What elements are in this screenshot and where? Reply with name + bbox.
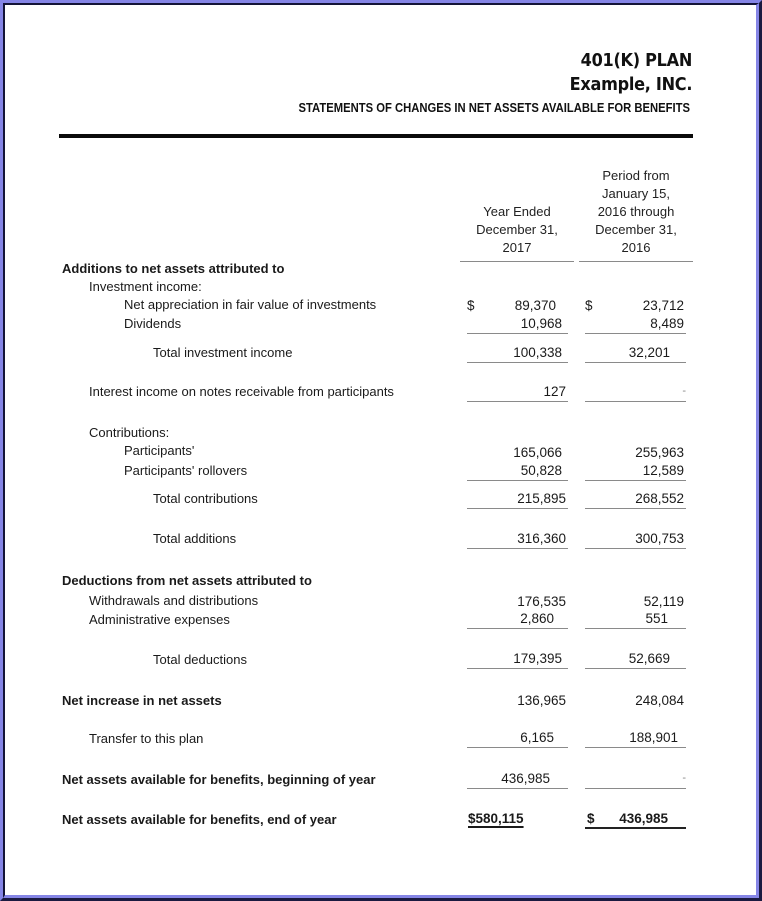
cell-participants-2017 (467, 444, 568, 463)
cell-beginning-of-year-2016 (585, 770, 686, 789)
column-header-line: January 15, (602, 186, 670, 201)
statement-subtitle: STATEMENTS OF CHANGES IN NET ASSETS AVAILABLE FOR BENEFITS (298, 101, 690, 115)
row-label-end-of-year: Net assets available for benefits, end of year (62, 812, 337, 827)
cell-interest-income-2017 (467, 383, 568, 402)
column-header-line: Year Ended (483, 204, 551, 219)
cell-total-additions-2017 (467, 530, 568, 549)
row-label-transfer: Transfer to this plan (89, 731, 204, 746)
row-label-admin-expenses: Administrative expenses (89, 612, 230, 627)
row-label-total-additions: Total additions (153, 531, 237, 546)
row-label-participants-rollovers: Participants' rollovers (124, 463, 248, 478)
cell-participants-rollovers-2017 (467, 462, 568, 481)
value: $580,115 (468, 811, 524, 826)
cell-beginning-of-year-2017 (467, 770, 568, 789)
column-header-line: 2016 through (597, 204, 675, 219)
cell-dividends-2016 (585, 315, 686, 334)
value: 436,985 (619, 811, 668, 826)
column-header-2017 (460, 203, 574, 262)
value: 436,985 (501, 771, 550, 786)
row-label-total-investment-income: Total investment income (153, 345, 293, 360)
cell-transfer-2016 (585, 729, 686, 748)
additions-heading: Additions to net assets attributed to (62, 261, 285, 276)
value: 10,968 (520, 316, 562, 331)
value: - (682, 772, 686, 784)
value: 255,963 (635, 445, 684, 460)
column-header-line: Period from (602, 168, 670, 183)
cell-total-deductions-2017 (467, 650, 568, 669)
column-header-2016 (579, 167, 693, 262)
cell-net-increase-2017 (467, 692, 568, 711)
value: 268,552 (635, 491, 684, 506)
cell-admin-expenses-2016 (585, 610, 686, 629)
deductions-heading: Deductions from net assets attributed to (62, 573, 312, 588)
value: 23,712 (642, 298, 684, 313)
cell-total-deductions-2016 (585, 650, 686, 669)
contributions-heading: Contributions: (89, 425, 170, 440)
value: 316,360 (517, 531, 566, 546)
value: 6,165 (520, 730, 554, 745)
cell-interest-income-2016 (585, 383, 686, 402)
cell-end-of-year-2017 (467, 810, 568, 829)
row-label-total-deductions: Total deductions (153, 652, 247, 667)
cell-participants-rollovers-2016 (585, 462, 686, 481)
cell-total-contributions-2017 (467, 490, 568, 509)
value: 176,535 (517, 594, 566, 609)
value: 188,901 (629, 730, 678, 745)
column-header-line: 2016 (621, 240, 651, 255)
cell-end-of-year-2016 (585, 810, 686, 829)
value: 136,965 (517, 693, 566, 708)
cell-total-investment-income-2017 (467, 344, 568, 363)
column-header-line: 2017 (502, 240, 532, 255)
value: 127 (543, 384, 566, 399)
row-label-dividends: Dividends (124, 316, 182, 331)
value: 50,828 (520, 463, 562, 478)
value: 12,589 (642, 463, 684, 478)
row-label-participants: Participants' (124, 443, 195, 458)
value: 2,860 (520, 611, 554, 626)
cell-net-appreciation-2016 (585, 297, 686, 316)
company-name: Example, INC. (569, 75, 692, 95)
cell-net-increase-2016 (585, 692, 686, 711)
value: 52,669 (628, 651, 670, 666)
value: 551 (645, 611, 668, 626)
value: - (682, 385, 686, 397)
cell-total-contributions-2016 (585, 490, 686, 509)
column-header-line: December 31, (595, 222, 677, 237)
value: 248,084 (635, 693, 684, 708)
value: 89,370 (514, 298, 556, 313)
row-label-total-contributions: Total contributions (153, 491, 258, 506)
value: 52,119 (643, 594, 684, 609)
row-label-beginning-of-year: Net assets available for benefits, beginning of year (62, 772, 376, 787)
investment-income-heading: Investment income: (89, 279, 202, 294)
value: 179,395 (513, 651, 562, 666)
cell-dividends-2017 (467, 315, 568, 334)
row-label-withdrawals: Withdrawals and distributions (89, 593, 259, 608)
cell-net-appreciation-2017 (467, 297, 568, 316)
cell-total-investment-income-2016 (585, 344, 686, 363)
currency-symbol: $ (585, 298, 593, 313)
cell-transfer-2017 (467, 729, 568, 748)
row-label-interest-income: Interest income on notes receivable from participants (89, 384, 394, 399)
currency-symbol: $ (587, 811, 595, 826)
value: 8,489 (650, 316, 684, 331)
currency-symbol: $ (467, 298, 475, 313)
value: 300,753 (635, 531, 684, 546)
cell-participants-2016 (585, 444, 686, 463)
row-label-net-increase: Net increase in net assets (62, 693, 222, 708)
row-label-net-appreciation: Net appreciation in fair value of investments (124, 297, 377, 312)
header-divider (59, 134, 693, 138)
column-header-line: December 31, (476, 222, 558, 237)
value: 215,895 (517, 491, 566, 506)
value: 165,066 (513, 445, 562, 460)
value: 100,338 (513, 345, 562, 360)
plan-title: 401(K) PLAN (580, 51, 692, 71)
value: 32,201 (628, 345, 670, 360)
cell-admin-expenses-2017 (467, 610, 568, 629)
cell-total-additions-2016 (585, 530, 686, 549)
